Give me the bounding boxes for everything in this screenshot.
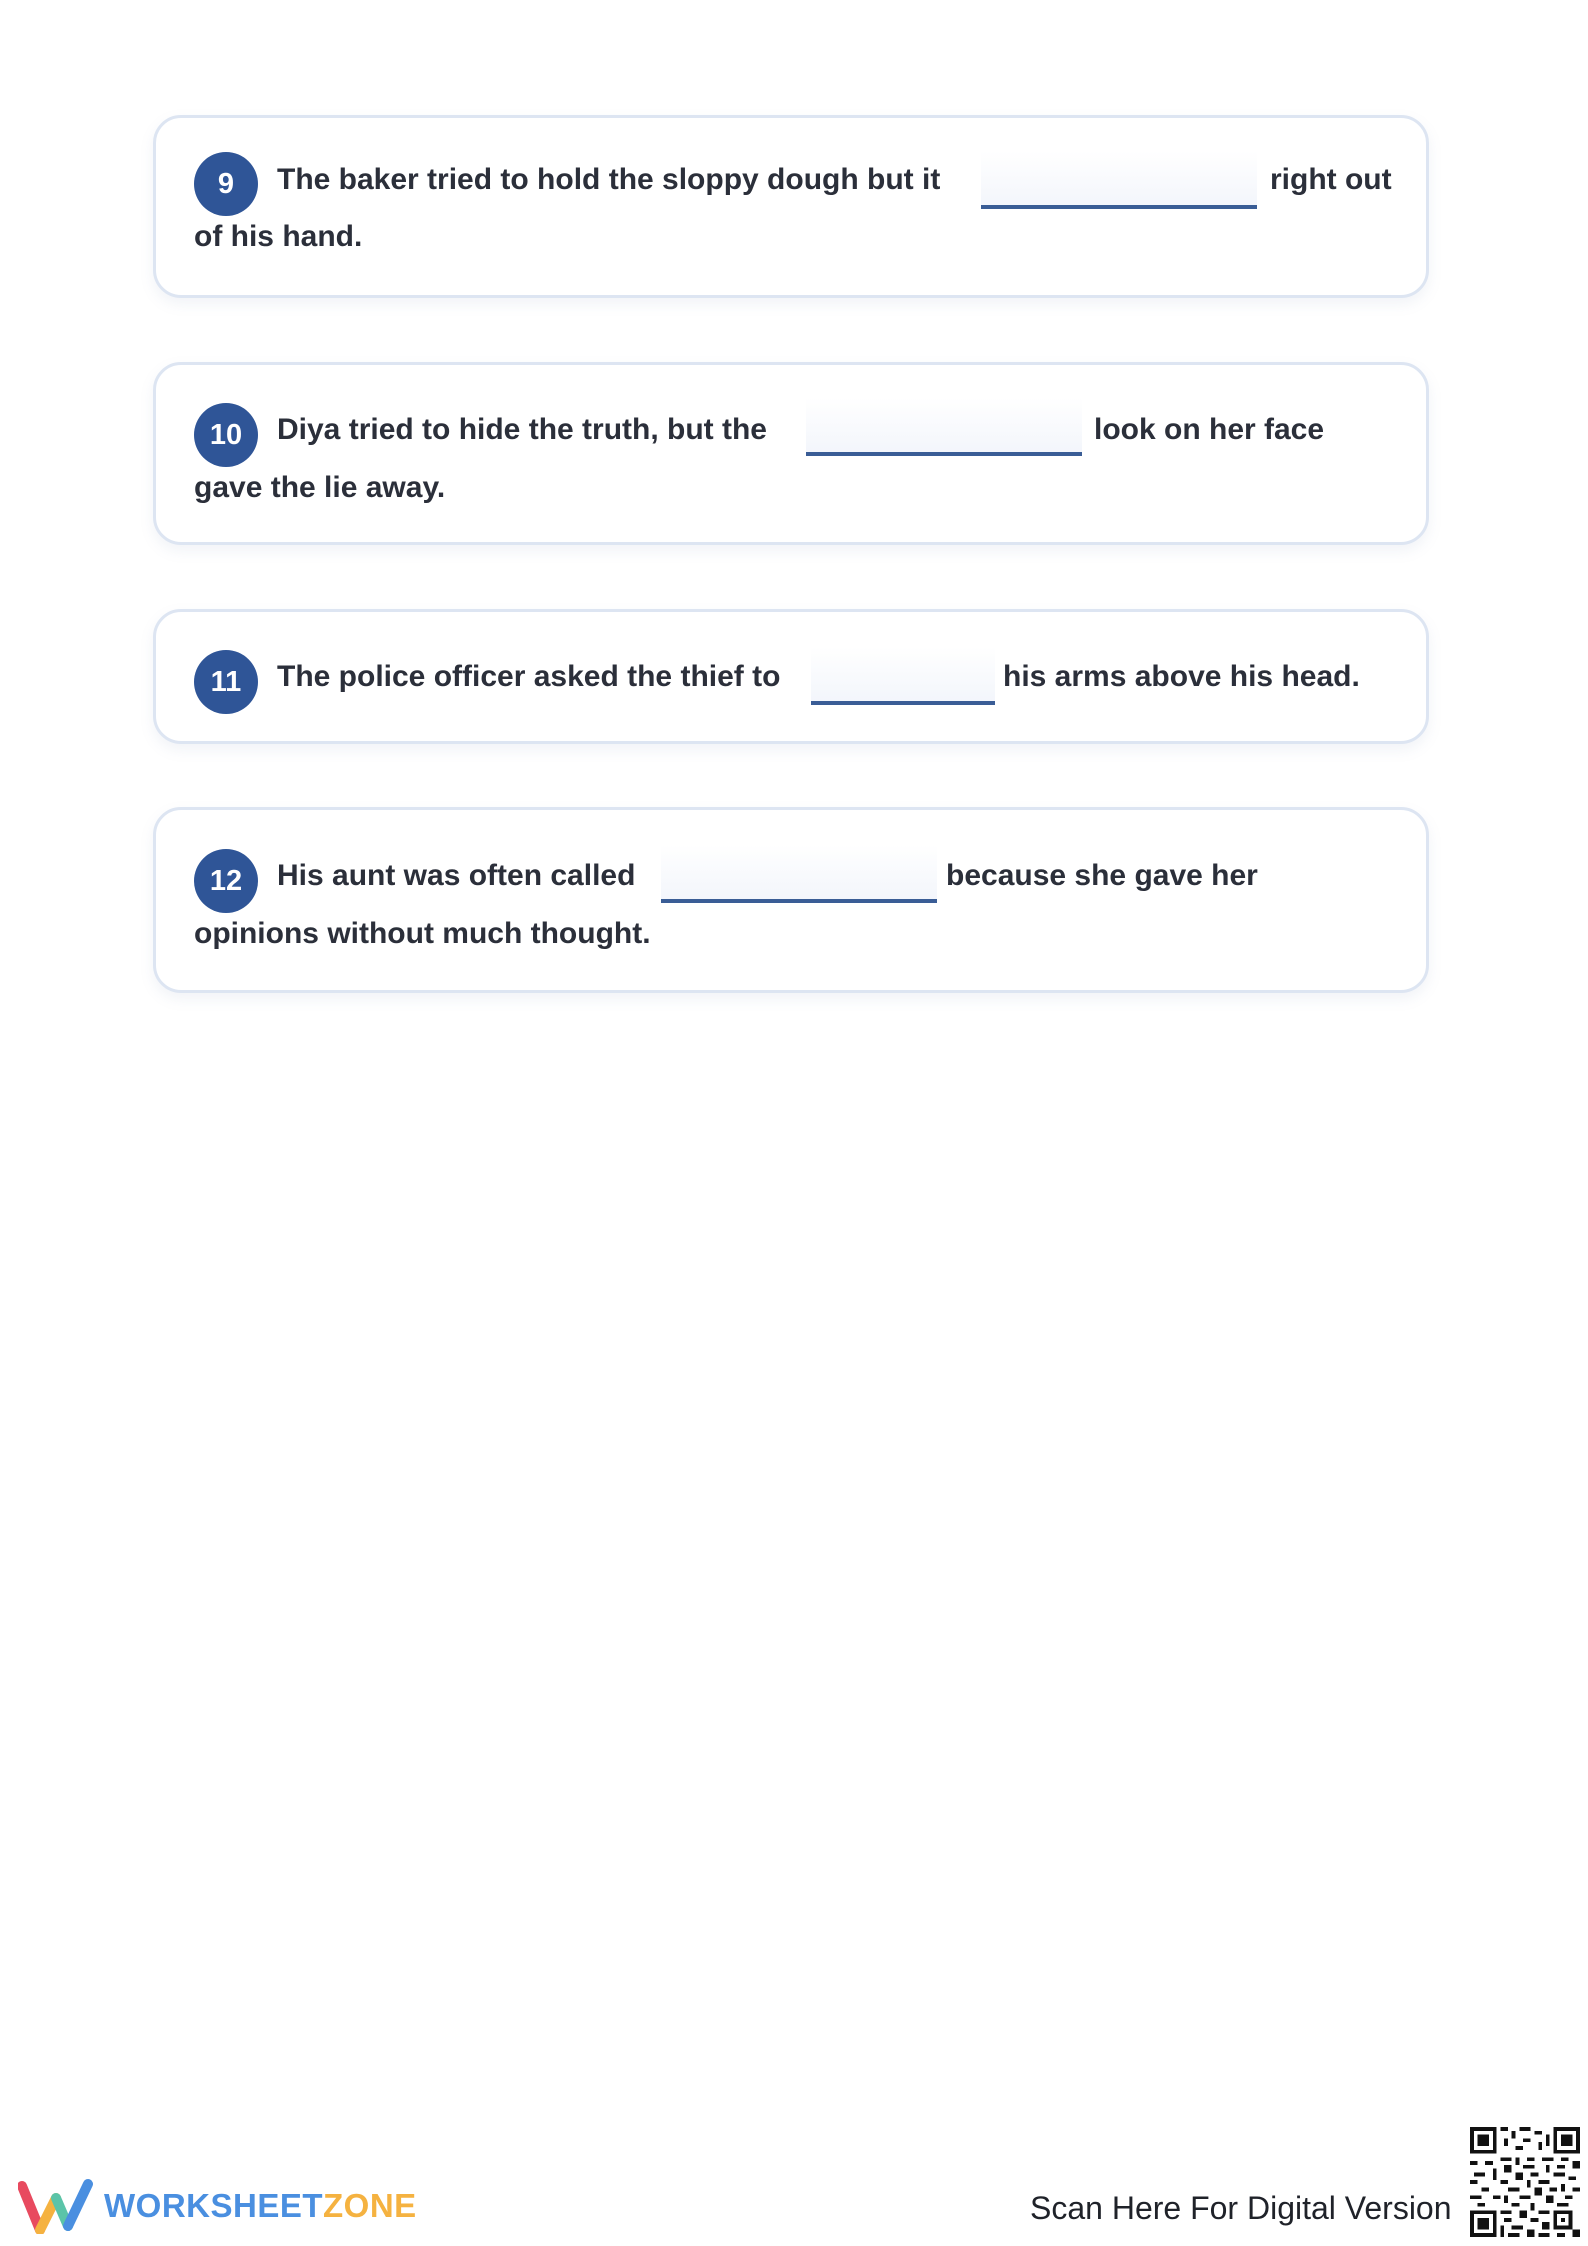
question-text-before: Diya tried to hide the truth, but the bbox=[277, 413, 767, 446]
question-text-after: look on her face bbox=[1094, 413, 1325, 446]
answer-blank-11[interactable] bbox=[811, 647, 995, 705]
question-text-before: His aunt was often called bbox=[277, 859, 636, 892]
question-number-badge: 9 bbox=[194, 152, 258, 216]
question-text-after: right out bbox=[1270, 163, 1392, 196]
question-number-badge: 11 bbox=[194, 650, 258, 714]
answer-blank-12[interactable] bbox=[661, 845, 937, 903]
worksheetzone-logo-icon bbox=[18, 2178, 94, 2234]
question-text-after: because she gave her bbox=[946, 859, 1258, 892]
question-text-after: his arms above his head. bbox=[1003, 660, 1360, 693]
worksheetzone-logo-text: WORKSHEETZONE bbox=[104, 2187, 417, 2224]
question-number-badge: 10 bbox=[194, 403, 258, 467]
qr-code-icon[interactable] bbox=[1470, 2126, 1580, 2238]
question-card-9 bbox=[153, 115, 1429, 298]
question-text-continuation: opinions without much thought. bbox=[194, 917, 651, 950]
question-number-badge: 12 bbox=[194, 849, 258, 913]
question-text-before: The police officer asked the thief to bbox=[277, 660, 781, 693]
question-card-11 bbox=[153, 609, 1429, 744]
question-text-continuation: gave the lie away. bbox=[194, 471, 446, 504]
question-text-continuation: of his hand. bbox=[194, 220, 363, 253]
question-card-12 bbox=[153, 807, 1429, 993]
question-text-before: The baker tried to hold the sloppy dough but it bbox=[277, 163, 941, 196]
answer-blank-10[interactable] bbox=[806, 398, 1082, 456]
question-card-10 bbox=[153, 362, 1429, 545]
worksheetzone-logo bbox=[18, 2178, 417, 2234]
scan-instruction: Scan Here For Digital Version bbox=[1030, 2190, 1452, 2226]
answer-blank-9[interactable] bbox=[981, 151, 1257, 209]
